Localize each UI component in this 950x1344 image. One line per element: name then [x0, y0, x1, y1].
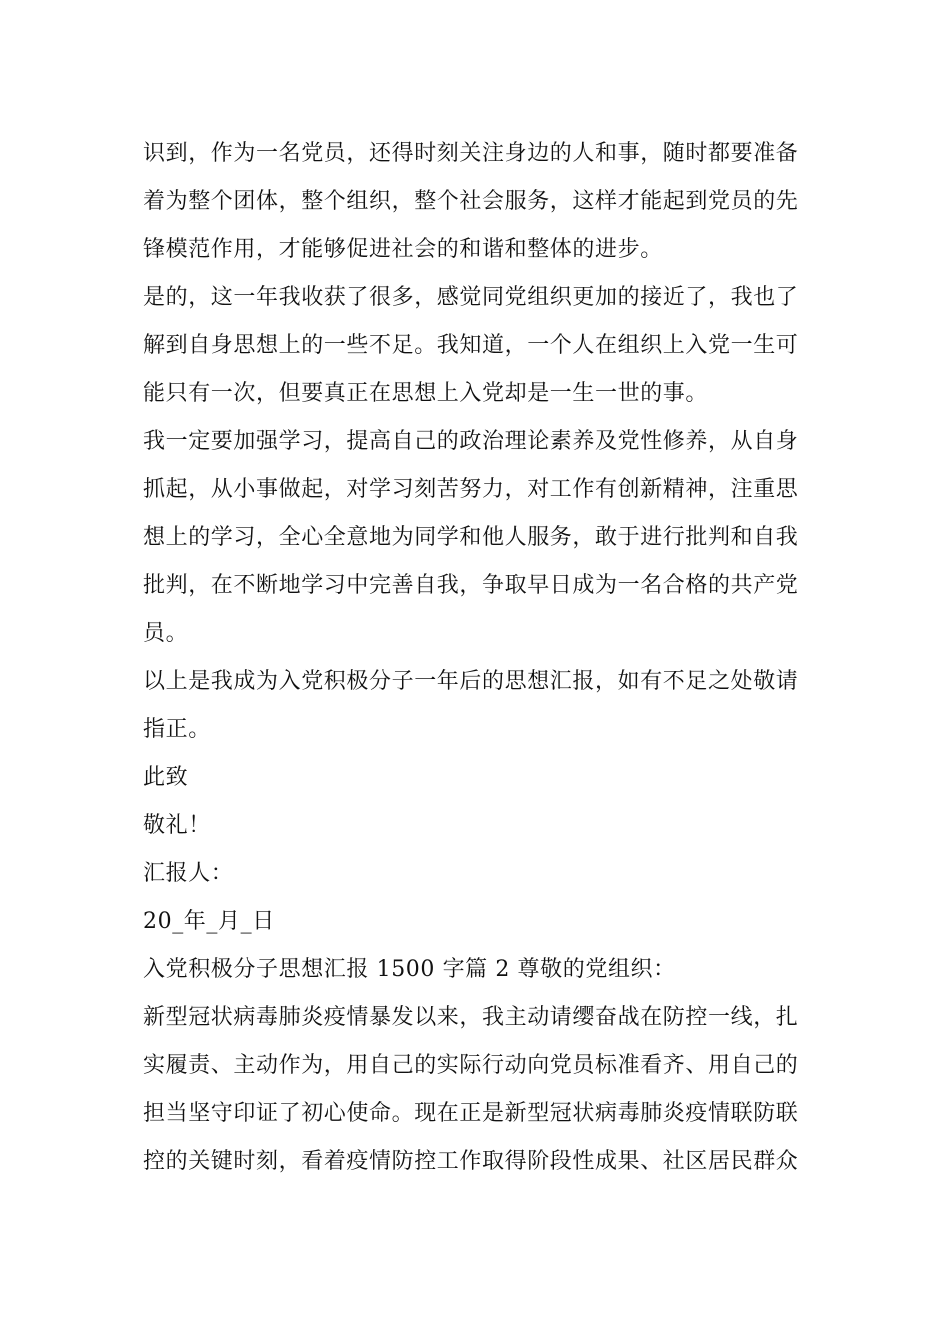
text-line: 指正。 [143, 717, 211, 742]
text-line: 着为整个团体，整个组织，整个社会服务，这样才能起到党员的先 [143, 189, 799, 214]
text-line: 担当坚守印证了初心使命。现在正是新型冠状病毒肺炎疫情联防联 [143, 1101, 799, 1126]
text-line: 控的关键时刻，看着疫情防控工作取得阶段性成果、社区居民群众 [143, 1149, 799, 1174]
text-line: 解到自身思想上的一些不足。我知道，一个人在组织上入党一生可 [143, 333, 799, 358]
text-line: 抓起，从小事做起，对学习刻苦努力，对工作有创新精神，注重思 [143, 477, 799, 502]
text-line: 我一定要加强学习，提高自己的政治理论素养及党性修养，从自身 [143, 429, 799, 454]
salutation-line: 敬礼！ [143, 813, 211, 838]
text-line: 能只有一次，但要真正在思想上入党却是一生一世的事。 [143, 381, 709, 406]
text-line: 实履责、主动作为，用自己的实际行动向党员标准看齐、用自己的 [143, 1053, 799, 1078]
text-line: 锋模范作用，才能够促进社会的和谐和整体的进步。 [143, 237, 663, 262]
text-line: 以上是我成为入党积极分子一年后的思想汇报，如有不足之处敬请 [143, 669, 799, 694]
reporter-label: 汇报人： [143, 861, 234, 886]
document-body [143, 130, 808, 1186]
text-line: 识到，作为一名党员，还得时刻关注身边的人和事，随时都要准备 [143, 141, 799, 166]
text-line: 新型冠状病毒肺炎疫情暴发以来，我主动请缨奋战在防控一线，扎 [143, 1005, 799, 1030]
text-line: 员。 [143, 621, 189, 646]
date-line: 20_年_月_日 [143, 909, 275, 934]
text-line: 是的，这一年我收获了很多，感觉同党组织更加的接近了，我也了 [143, 285, 799, 310]
section-heading: 入党积极分子思想汇报 1500 字篇 2 尊敬的党组织： [143, 957, 676, 982]
text-line: 想上的学习，全心全意地为同学和他人服务，敢于进行批判和自我 [143, 525, 799, 550]
text-line: 批判，在不断地学习中完善自我，争取早日成为一名合格的共产党 [143, 573, 799, 598]
salutation-line: 此致 [143, 765, 189, 790]
